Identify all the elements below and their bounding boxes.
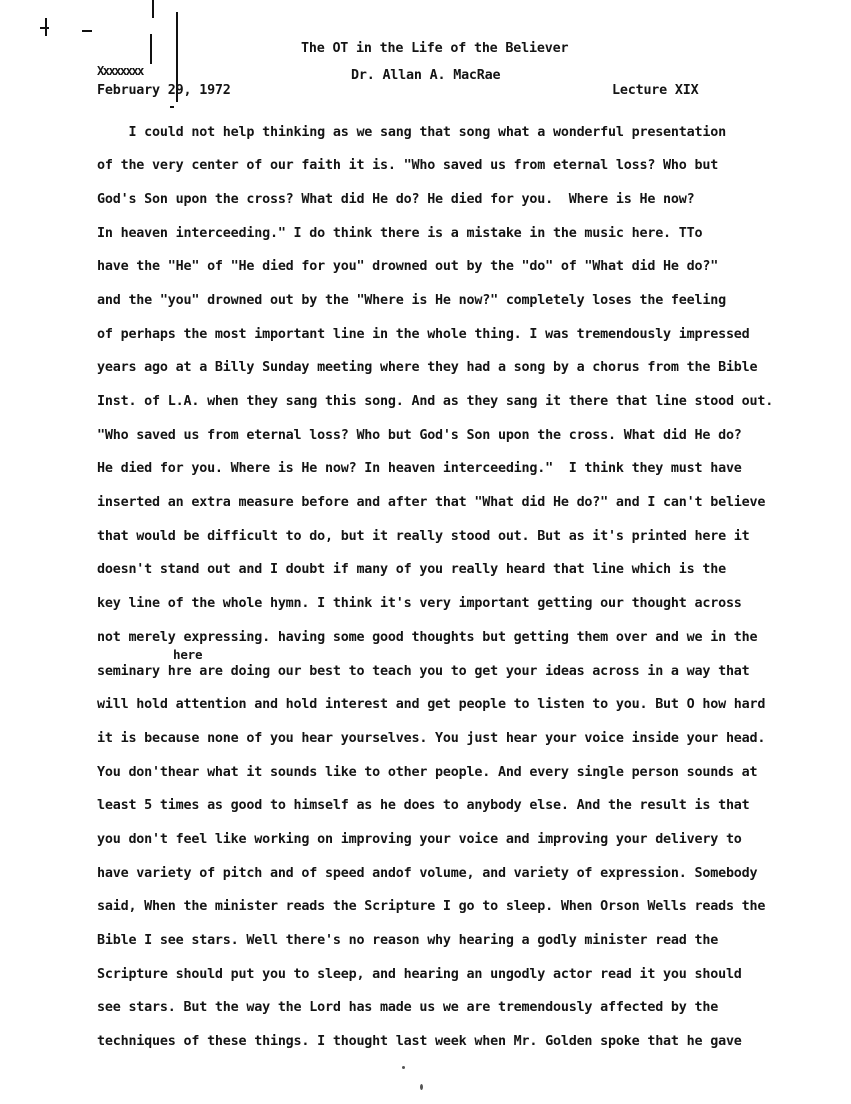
scan-mark-vertical-1 <box>152 0 154 18</box>
body-line: years ago at a Billy Sunday meeting where they had a song by a chorus from the Bible <box>97 360 758 375</box>
struck-out-text: Xxxxxxxx <box>97 64 143 78</box>
interlinear-insertion: here <box>173 647 203 662</box>
lecture-number: Lecture XIX <box>612 83 699 98</box>
body-line: doesn't stand out and I doubt if many of you really heard that line which is the <box>97 562 726 577</box>
body-line: In heaven interceeding." I do think there is a mistake in the music here. TTo <box>97 226 703 241</box>
body-line: will hold attention and hold interest and get people to listen to you. But O how hard <box>97 697 766 712</box>
document-title: The OT in the Life of the Believer <box>301 41 569 56</box>
scan-mark-left-stem <box>45 18 47 36</box>
scan-mark-vertical-2 <box>150 34 152 64</box>
body-line: Bible I see stars. Well there's no reason why hearing a godly minister read the <box>97 933 719 948</box>
body-line: "Who saved us from eternal loss? Who but God's Son upon the cross. What did He do? <box>97 428 742 443</box>
body-line: You don'thear what it sounds like to other people. And every single person sounds at <box>97 765 758 780</box>
scan-speck-bottom-2 <box>420 1084 423 1090</box>
body-line: He died for you. Where is He now? In heaven interceeding." I think they must have <box>97 461 742 476</box>
body-line: of the very center of our faith it is. "Who saved us from eternal loss? Who but <box>97 158 719 173</box>
scan-mark-dash <box>82 30 92 32</box>
document-date: February 29, 1972 <box>97 83 231 98</box>
body-line: see stars. But the way the Lord has made us we are tremendously affected by the <box>97 1000 719 1015</box>
scan-speck-bottom-1 <box>402 1066 405 1069</box>
document-author: Dr. Allan A. MacRae <box>351 68 501 83</box>
body-line: key line of the whole hymn. I think it's very important getting our thought across <box>97 596 742 611</box>
body-line: inserted an extra measure before and after that "What did He do?" and I can't believe <box>97 495 766 510</box>
body-line: techniques of these things. I thought last week when Mr. Golden spoke that he gave <box>97 1034 742 1049</box>
body-line: you don't feel like working on improving your voice and improving your delivery to <box>97 832 742 847</box>
body-line: and the "you" drowned out by the "Where is He now?" completely loses the feeling <box>97 293 726 308</box>
body-line: have the "He" of "He died for you" drowned out by the "do" of "What did He do?" <box>97 259 719 274</box>
body-line: least 5 times as good to himself as he does to anybody else. And the result is that <box>97 798 750 813</box>
body-line: Inst. of L.A. when they sang this song. And as they sang it there that line stood out. <box>97 394 774 409</box>
body-line: God's Son upon the cross? What did He do? He died for you. Where is He now? <box>97 192 695 207</box>
body-line: that would be difficult to do, but it really stood out. But as it's printed here it <box>97 529 750 544</box>
body-line: I could not help thinking as we sang that song what a wonderful presentation <box>97 125 726 140</box>
body-line: not merely expressing. having some good thoughts but getting them over and we in the <box>97 630 758 645</box>
body-line: seminary hre are doing our best to teach you to get your ideas across in a way that <box>97 664 750 679</box>
body-line: of perhaps the most important line in the whole thing. I was tremendously impressed <box>97 327 750 342</box>
scan-mark-tick <box>170 106 174 108</box>
body-line: have variety of pitch and of speed andof volume, and variety of expression. Somebody <box>97 866 758 881</box>
body-line: Scripture should put you to sleep, and hearing an ungodly actor read it you should <box>97 967 742 982</box>
body-line: it is because none of you hear yourselves. You just hear your voice inside your head. <box>97 731 766 746</box>
body-line: said, When the minister reads the Scripture I go to sleep. When Orson Wells reads the <box>97 899 766 914</box>
